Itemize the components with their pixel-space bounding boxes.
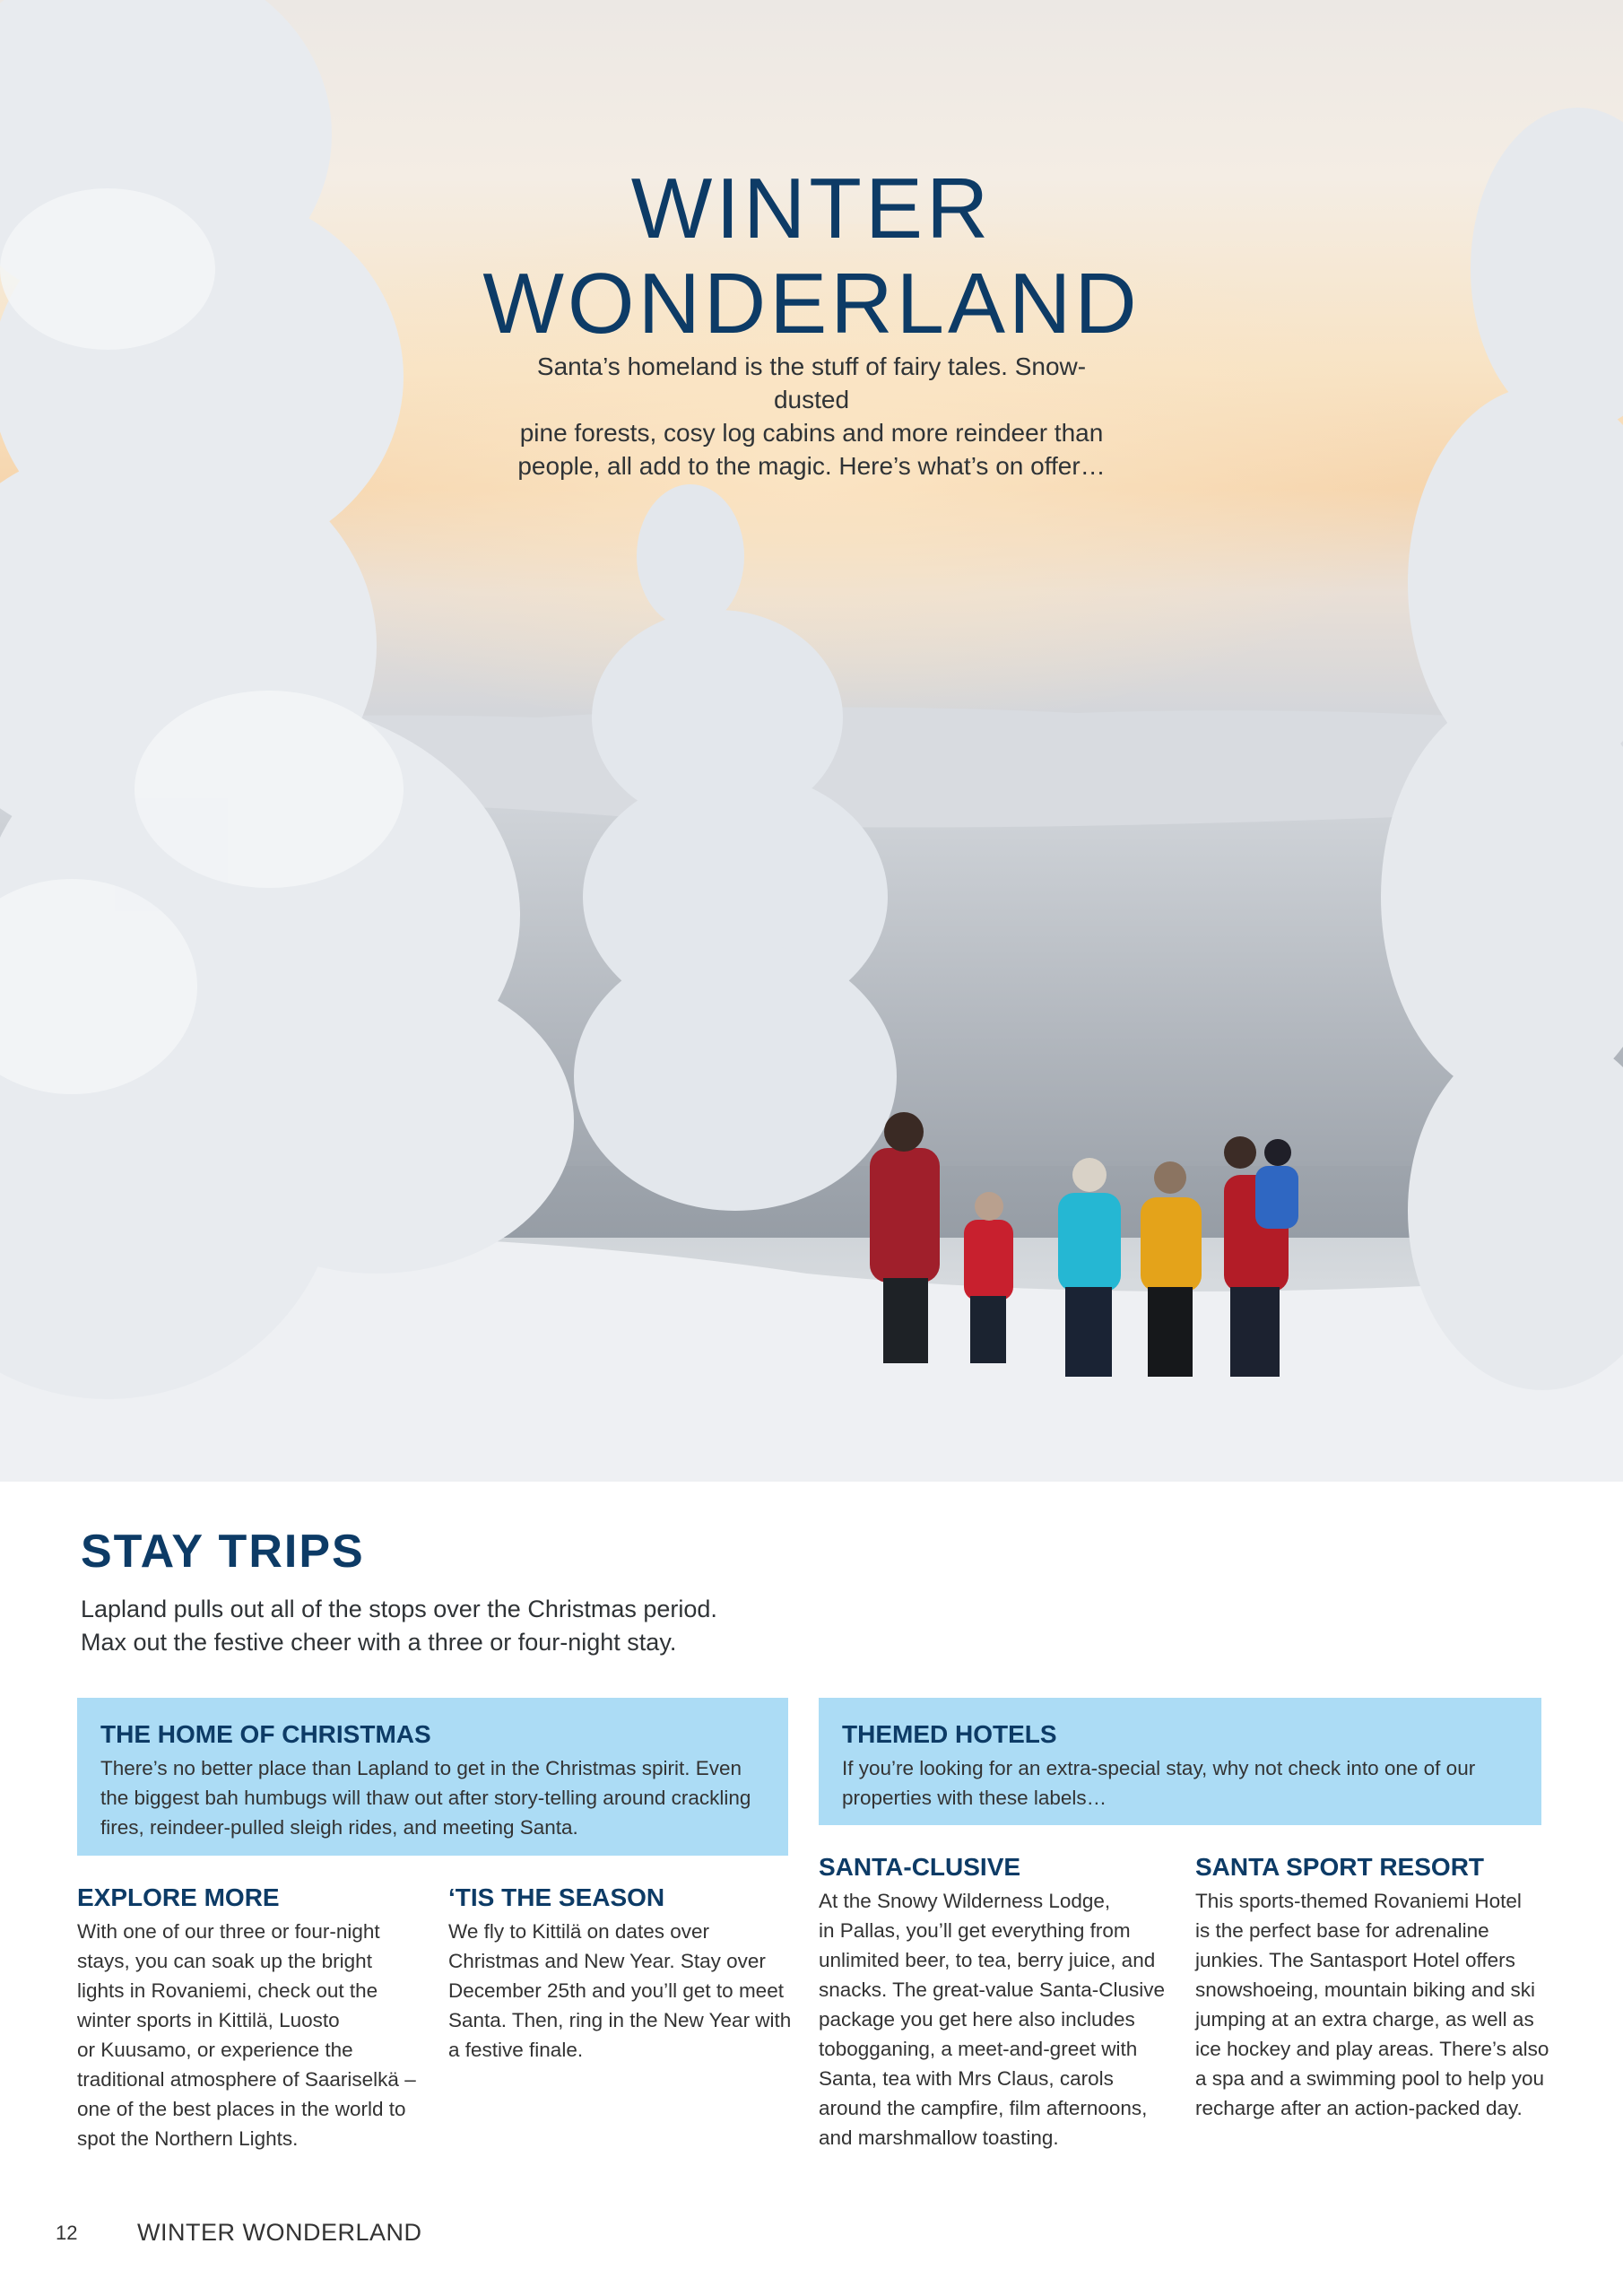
column-heading: SANTA-CLUSIVE [819, 1853, 1021, 1881]
section-intro [81, 1593, 762, 1659]
column-text-line: Santa. Then, ring in the New Year with [448, 2009, 792, 2031]
column-text-line: or Kuusamo, or experience the [77, 2039, 353, 2061]
column-heading: SANTA SPORT RESORT [1195, 1853, 1485, 1881]
column-text [448, 1917, 798, 2065]
column-text-line: around the campfire, film afternoons, [819, 2097, 1148, 2119]
column-heading: EXPLORE MORE [77, 1883, 280, 1911]
column-text-line: snacks. The great-value Santa-Clusive [819, 1979, 1166, 2001]
themed-hotels-box [819, 1698, 1541, 1825]
box-text-line: If you’re looking for an extra-special stay, why not check into one of our [842, 1757, 1476, 1779]
title-line-2: WONDERLAND [482, 256, 1141, 352]
column-text-line: We fly to Kittilä on dates over [448, 1920, 709, 1943]
page-number: 12 [56, 2222, 78, 2244]
santa-sport-resort-column [1195, 1852, 1572, 2123]
column-text-line: jumping at an extra charge, as well as [1195, 2008, 1534, 2031]
column-text-line: a spa and a swimming pool to help you [1195, 2067, 1544, 2090]
column-text-line: At the Snowy Wilderness Lodge, [819, 1890, 1111, 1912]
column-text-line: stays, you can soak up the bright [77, 1950, 372, 1972]
box-text-line: There’s no better place than Lapland to get in the Christmas spirit. Even [100, 1757, 742, 1779]
hero-intro [502, 350, 1121, 483]
column-text-line: Santa, tea with Mrs Claus, carols [819, 2067, 1114, 2090]
column-text-line: unlimited beer, to tea, berry juice, and [819, 1949, 1156, 1971]
section-intro-line: Lapland pulls out all of the stops over the Christmas period. [81, 1596, 717, 1622]
column-text [819, 1886, 1177, 2152]
column-text-line: one of the best places in the world to [77, 2098, 406, 2120]
intro-line: pine forests, cosy log cabins and more reindeer than [519, 419, 1104, 447]
section-title: STAY TRIPS [81, 1526, 365, 1578]
column-text-line: a festive finale. [448, 2039, 584, 2061]
column-text-line: This sports-themed Rovaniemi Hotel [1195, 1890, 1522, 1912]
box-text [842, 1753, 1518, 1813]
box-heading: THE HOME OF CHRISTMAS [100, 1720, 431, 1748]
column-text-line: in Pallas, you’ll get everything from [819, 1919, 1131, 1942]
column-text-line: With one of our three or four-night [77, 1920, 380, 1943]
column-text-line: junkies. The Santasport Hotel offers [1195, 1949, 1515, 1971]
box-heading: THEMED HOTELS [842, 1720, 1057, 1748]
column-text-line: spot the Northern Lights. [77, 2127, 299, 2150]
box-text-line: the biggest bah humbugs will thaw out after story-telling around crackling [100, 1787, 751, 1809]
box-text [100, 1753, 765, 1842]
section-intro-line: Max out the festive cheer with a three or four-night stay. [81, 1629, 677, 1656]
column-text-line: and marshmallow toasting. [819, 2126, 1059, 2149]
column-text-line: winter sports in Kittilä, Luosto [77, 2009, 340, 2031]
column-text-line: ice hockey and play areas. There’s also [1195, 2038, 1549, 2060]
column-text [77, 1917, 427, 2153]
column-text-line: December 25th and you’ll get to meet [448, 1979, 784, 2002]
santa-clusive-column [819, 1852, 1177, 2152]
column-text-line: recharge after an action-packed day. [1195, 2097, 1523, 2119]
column-text-line: lights in Rovaniemi, check out the [77, 1979, 378, 2002]
column-text-line: package you get here also includes [819, 2008, 1135, 2031]
column-text-line: tobogganing, a meet-and-greet with [819, 2038, 1138, 2060]
tis-the-season-column [448, 1883, 798, 2065]
home-of-christmas-box [77, 1698, 788, 1856]
explore-more-column [77, 1883, 427, 2153]
column-text [1195, 1886, 1572, 2123]
column-heading: ‘TIS THE SEASON [448, 1883, 665, 1911]
footer-title: WINTER WONDERLAND [137, 2219, 422, 2246]
column-text-line: traditional atmosphere of Saariselkä – [77, 2068, 416, 2091]
page-title [0, 161, 1623, 352]
column-text-line: snowshoeing, mountain biking and ski [1195, 1979, 1535, 2001]
box-text-line: properties with these labels… [842, 1787, 1107, 1809]
column-text-line: Christmas and New Year. Stay over [448, 1950, 766, 1972]
title-line-1: WINTER [630, 161, 993, 257]
box-text-line: fires, reindeer-pulled sleigh rides, and meeting Santa. [100, 1816, 578, 1839]
column-text-line: is the perfect base for adrenaline [1195, 1919, 1489, 1942]
intro-line: people, all add to the magic. Here’s what’s on offer… [517, 452, 1106, 480]
intro-line: Santa’s homeland is the stuff of fairy tales. Snow-dusted [536, 352, 1087, 413]
